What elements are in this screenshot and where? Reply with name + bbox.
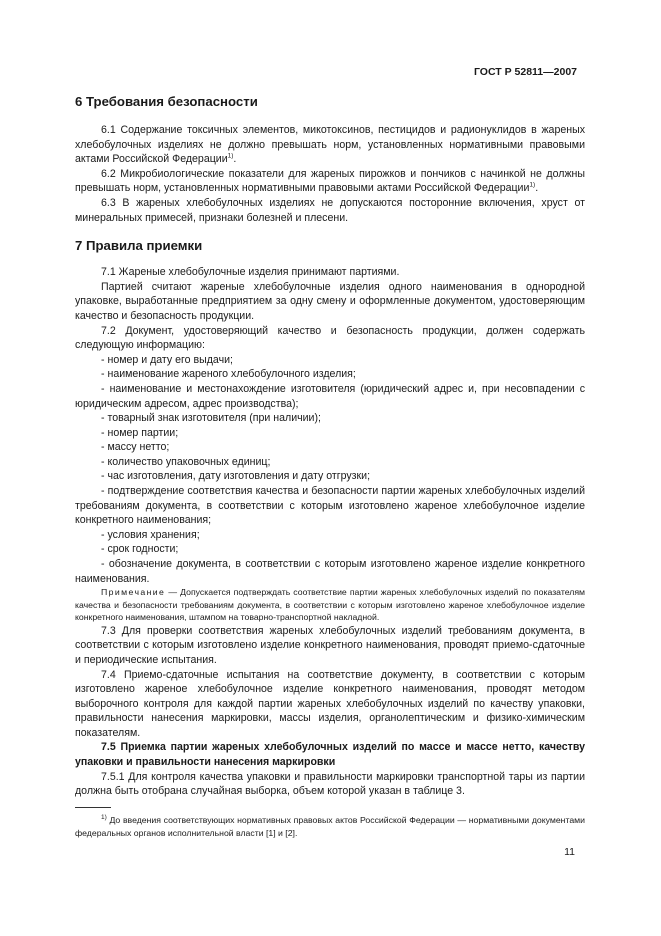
- document-code: ГОСТ Р 52811—2007: [473, 66, 577, 78]
- paragraph-7-1: 7.1 Жареные хлебобулочные изделия принимают партиями.: [101, 266, 400, 279]
- footnote-ref: 1): [529, 181, 536, 189]
- list-item: - количество упаковочных единиц;: [101, 455, 271, 468]
- note-label: Примечание: [101, 587, 166, 598]
- paragraph-7-5-1: 7.5.1 Для контроля качества упаковки и правильности маркировки транспортной тары из партии должна быть отобрана случайная выборка, объем которой указан в таблице 3.: [75, 770, 585, 798]
- list-item: - условия хранения;: [101, 528, 200, 541]
- page-number: 11: [564, 846, 575, 858]
- paragraph-7-2: 7.2 Документ, удостоверяющий качество и безопасность продукции, должен содержать следующую информацию:: [75, 324, 585, 352]
- section-6-title: 6 Требования безопасности: [75, 94, 258, 109]
- page-content: [75, 93, 585, 799]
- list-item: - номер и дату его выдачи;: [101, 353, 233, 366]
- paragraph-6-2: 6.2 Микробиологические показатели для жареных пирожков и пончиков с начинкой не должны превышать норм, установленных нормативными правовыми актами Российской Федерации$^{1)}$.: [75, 167, 585, 195]
- footnote-mark: 1): [101, 814, 107, 822]
- note-text: — Допускается подтверждать соответствие партии жареных хлебобулочных изделий по показателям качества и безопасности требованиям документа, в соответствии с которым изготовлено жареное хлебобулочное изделие конкретного наименования, штампом на товарно-транспортной накладной.: [75, 587, 585, 623]
- paragraph-6-3: 6.3 В жареных хлебобулочных изделиях не допускаются посторонние включения, хруст от минеральных примесей, признаки болезней и плесени.: [75, 196, 585, 224]
- list-item: - номер партии;: [101, 426, 179, 439]
- list-item: - срок годности;: [101, 543, 179, 556]
- footnote-text: До введения соответствующих нормативных правовых актов Российской Федерации — нормативными документами федеральных органов исполнительной власти [1] и [2].: [75, 815, 585, 838]
- list-item: - наименование и местонахождение изготовителя (юридический адрес и, при несовпадении с юридическим адресом, адрес производства);: [75, 382, 585, 410]
- paragraph-7-1-lot: Партией считают жареные хлебобулочные изделия одного наименования в однородной упаковке, выработанные предприятием за одну смену и оформленные документом, удостоверяющим качество и безопасность продукции.: [75, 280, 585, 322]
- list-item: - массу нетто;: [101, 441, 170, 454]
- list-item: - обозначение документа, в соответствии с которым изготовлено жареное изделие конкретного наименования.: [75, 558, 585, 585]
- paragraph-7-4: 7.4 Приемо-сдаточные испытания на соответствие документу, в соответствии с которым изготовлено жареное хлебобулочное изделие конкретного наименования, проводят методом выборочного контроля для каждой партии жареных хлебобулочных изделий по качеству упаковки, правильности нанесения маркировки, массы изделия, органолептическим и физико-химическим показателям.: [75, 668, 585, 739]
- paragraph-7-5: 7.5 Приемка партии жареных хлебобулочных изделий по массе и массе нетто, качеству упаковки и правильности нанесения маркировки: [75, 741, 585, 769]
- paragraph-7-3: 7.3 Для проверки соответствия жареных хлебобулочных изделий требованиям документа, в соответствии с которым изготовлено изделие конкретного наименования, проводят приемо-сдаточные и периодические испытания.: [75, 624, 585, 666]
- footnote-ref: 1): [227, 152, 234, 160]
- paragraph-6-1: 6.1 Содержание токсичных элементов, микотоксинов, пестицидов и радионуклидов в жареных хлебобулочных изделиях не должно превышать норм, установленных нормативными правовыми актами Российской Федерации$^{1)}$.: [75, 124, 585, 166]
- list-item: - час изготовления, дату изготовления и дату отгрузки;: [101, 470, 371, 483]
- list-item: - подтверждение соответствия качества и безопасности партии жареных хлебобулочных изделий требованиям документа, в соответствии с которым изготовлено жареное хлебобулочное изделие конкретного наименования;: [75, 485, 585, 527]
- note: [75, 586, 585, 624]
- footnote: [75, 814, 585, 839]
- section-7-title: 7 Правила приемки: [75, 238, 203, 254]
- footnote-divider: [75, 807, 111, 808]
- list-item: - товарный знак изготовителя (при наличии);: [101, 412, 321, 425]
- list-item: - наименование жареного хлебобулочного изделия;: [101, 368, 356, 381]
